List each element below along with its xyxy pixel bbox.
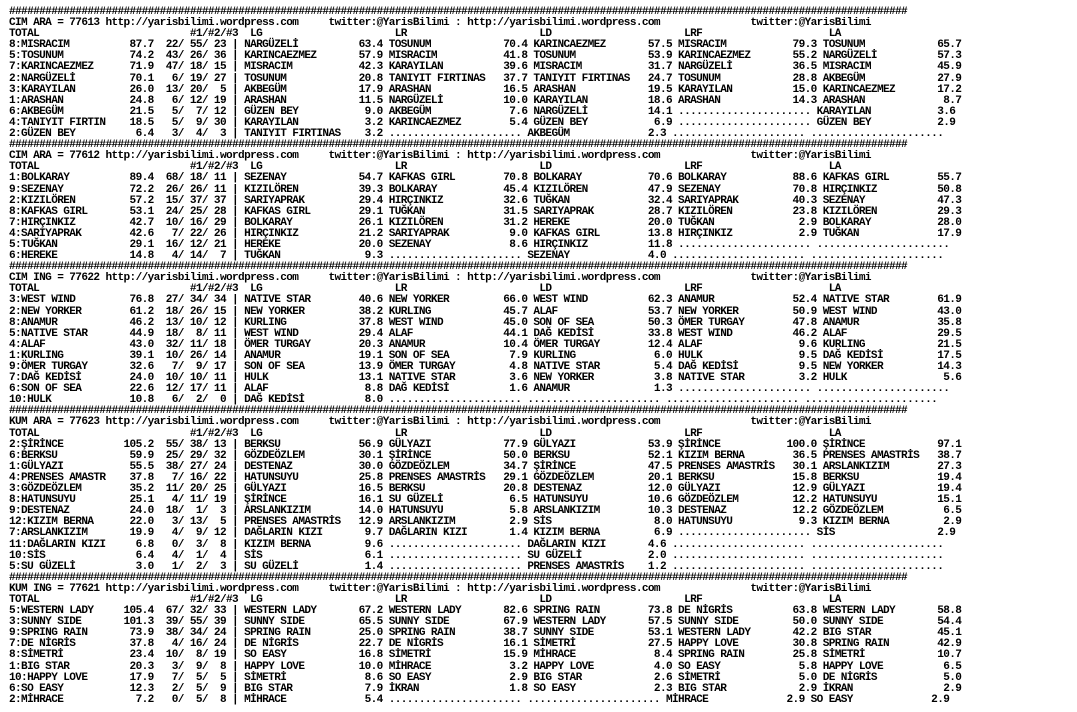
horse-row: 3:WEST WIND 76.8 27/ 34/ 34 | NATIVE STAR 40.6 NEW YORKER 66.0 WEST WIND 62.3 ANAMUR 52.4 NATIVE STAR 61.9 (9, 294, 962, 307)
horse-row: 7:DE NİGRİS 37.8 4/ 16/ 24 | DE NİGRİS 22.7 DE NİGRİS 16.1 SİMETRİ 27.5 HAPPY LOVE 30.8 SPRING RAIN 42.9 (9, 638, 962, 651)
horse-row: 10:SİS 6.4 4/ 1/ 4 | SİS 6.1 ...................... SU GÜZELİ 2.0 ...................... ...................... (9, 549, 944, 562)
horse-row: 6:AKBEGÜM 21.5 5/ 7/ 12 | GÜZEN BEY 9.0 AKBEGÜM 7.6 NARGÜZELİ 14.1 ...................... KARAYILAN 3.6 (9, 105, 956, 118)
horse-row: 6:SO EASY 12.3 2/ 5/ 9 | BIG STAR 7.9 İKRAN 1.8 SO EASY 2.3 BIG STAR 2.9 İKRAN 2.9 (9, 682, 962, 695)
horse-row: 7:ARSLANKIZIM 19.9 4/ 9/ 12 | DAĞLARIN KIZI 9.7 DAĞLARIN KIZI 1.4 KIZIM BERNA 6.9 ...................... SİS 2.9 (9, 527, 956, 540)
race-header: CIM ARA = 77612 http://yarisbilimi.wordpress.com twitter:@YarisBilimi : http://yarisbilimi.wordpress.com twitter:@YarisBilimi (9, 150, 871, 163)
horse-row: 5:NATIVE STAR 44.9 18/ 8/ 11 | WEST WIND 29.4 ALAF 44.1 DAĞ KEDİSİ 33.8 WEST WIND 46.2 ALAF 29.5 (9, 327, 962, 340)
horse-row: 5:WESTERN LADY 105.4 67/ 32/ 33 | WESTERN LADY 67.2 WESTERN LADY 82.6 SPRING RAIN 73.8 DE NİGRİS 63.8 WESTERN LADY 58.8 (9, 605, 962, 618)
horse-row: 1:BIG STAR 20.3 3/ 9/ 8 | HAPPY LOVE 10.0 MİHRACE 3.2 HAPPY LOVE 4.0 SO EASY 5.8 HAPPY LOVE 6.5 (9, 660, 962, 673)
horse-row: 8:MISRACIM 87.7 22/ 55/ 23 | NARGÜZELİ 63.4 TOSUNUM 70.4 KARINCAEZMEZ 57.5 MISRACIM 79.3 TOSUNUM 65.7 (9, 39, 962, 52)
horse-row: 9:SEZENAY 72.2 26/ 26/ 11 | KIZILÖREN 39.3 BOLKARAY 45.4 KIZILÖREN 47.9 SEZENAY 70.8 HIRÇINKIZ 50.8 (9, 183, 962, 196)
horse-row: 1:BOLKARAY 89.4 68/ 18/ 11 | SEZENAY 54.7 KAFKAS GIRL 70.8 BOLKARAY 70.6 BOLKARAY 88.6 KAFKAS GIRL 55.7 (9, 172, 962, 185)
horse-row: 2:MİHRACE 7.2 0/ 5/ 8 | MİHRACE 5.4 ...................... ...................... MİHRACE 2.9 SO EASY 2.9 (9, 693, 950, 706)
horse-row: 8:HATUNSUYU 25.1 4/ 11/ 19 | ŞİRİNCE 16.1 SU GÜZELİ 6.5 HATUNSUYU 10.6 GÖZDEÖZLEM 12.2 HATUNSUYU 15.1 (9, 494, 962, 507)
horse-row: 5:TOSUNUM 74.2 43/ 26/ 36 | KARINCAEZMEZ 57.9 MISRACIM 41.8 TOSUNUM 53.9 KARINCAEZMEZ 55.2 NARGÜZELİ 57.3 (9, 50, 962, 63)
horse-row: 9:DESTENAZ 24.0 18/ 1/ 3 | ARSLANKIZIM 14.0 HATUNSUYU 5.8 ARSLANKIZIM 10.3 DESTENAZ 12.2 GÖZDEÖZLEM 6.5 (9, 505, 962, 518)
horse-row: 2:GÜZEN BEY 6.4 3/ 4/ 3 | TANIYIT FIRTINAS 3.2 ...................... AKBEGÜM 2.3 ...................... ...................... (9, 128, 944, 141)
horse-row: 6:BERKSU 59.9 25/ 29/ 32 | GÖZDEÖZLEM 30.1 ŞİRİNCE 50.0 BERKSU 52.1 KIZIM BERNA 36.5 PRENSES AMASTRİS 38.7 (9, 449, 962, 462)
horse-row: 7:HIRÇINKIZ 42.7 10/ 16/ 29 | BOLKARAY 26.1 KIZILÖREN 31.2 HEREKE 20.0 TUĞKAN 2.9 BOLKARAY 28.0 (9, 216, 962, 229)
horse-row: 4:PRENSES AMASTR 37.8 7/ 16/ 22 | HATUNSUYU 25.8 PRENSES AMASTRİS 29.1 GÖZDEÖZLEM 20.1 BERKSU 15.8 BERKSU 19.4 (9, 471, 962, 484)
horse-row: 8:KAFKAS GIRL 53.1 24/ 25/ 28 | KAFKAS GIRL 29.1 TUĞKAN 31.5 SARIYAPRAK 28.7 KIZILÖREN 23.8 KIZILÖREN 29.3 (9, 205, 962, 218)
column-header: TOTAL #1/#2/#3 LG LR LD LRF LA (9, 161, 841, 174)
horse-row: 1:ARASHAN 24.8 6/ 12/ 19 | ARASHAN 11.5 NARGÜZELİ 10.0 KARAYILAN 18.6 ARASHAN 14.3 ARASHAN 8.7 (9, 94, 962, 107)
race-header: KUM ING = 77621 http://yarisbilimi.wordpress.com twitter:@YarisBilimi : http://yarisbilimi.wordpress.com twitter:@YarisBilimi (9, 582, 871, 595)
horse-row: 9:SPRING RAIN 73.9 38/ 34/ 24 | SPRING RAIN 25.0 SPRING RAIN 38.7 SUNNY SIDE 53.1 WESTERN LADY 42.2 BIG STAR 45.1 (9, 627, 962, 640)
horse-row: 2:NEW YORKER 61.2 18/ 26/ 15 | NEW YORKER 38.2 KURLING 45.7 ALAF 53.7 NEW YORKER 50.9 WEST WIND 43.0 (9, 305, 962, 318)
horse-row: 5:TUĞKAN 29.1 16/ 12/ 21 | HEREKE 20.0 SEZENAY 8.6 HIRÇINKIZ 11.8 ...................... ...................... (9, 238, 950, 251)
horse-row: 1:GÜLYAZI 55.5 38/ 27/ 24 | DESTENAZ 30.0 GÖZDEÖZLEM 34.7 ŞİRİNCE 47.5 PRENSES AMASTRİS 30.1 ARSLANKIZIM 27.3 (9, 460, 962, 473)
race-header: KUM ARA = 77623 http://yarisbilimi.wordpress.com twitter:@YarisBilimi : http://yarisbilimi.wordpress.com twitter:@YarisBilimi (9, 416, 871, 429)
horse-row: 8:SİMETRİ 23.4 10/ 8/ 19 | SO EASY 16.8 SİMETRİ 15.9 MİHRACE 8.4 SPRING RAIN 25.8 SİMETRİ 10.7 (9, 649, 962, 662)
horse-row: 2:NARGÜZELİ 70.1 6/ 19/ 27 | TOSUNUM 20.8 TANIYIT FIRTINAS 37.7 TANIYIT FIRTINAS 24.7 TOSUNUM 28.8 AKBEGÜM 27.9 (9, 72, 962, 85)
horse-row: 9:ÖMER TURGAY 32.6 7/ 9/ 17 | SON OF SEA 13.9 ÖMER TURGAY 4.8 NATIVE STAR 5.4 DAĞ KEDİSİ 9.5 NEW YORKER 14.3 (9, 361, 962, 373)
horse-row: 4:TANIYIT FIRTIN 18.5 5/ 9/ 30 | KARAYILAN 3.2 KARINCAEZMEZ 5.4 GÜZEN BEY 6.9 ...................... GÜZEN BEY 2.9 (9, 116, 956, 129)
horse-row: 10:HULK 10.8 6/ 2/ 0 | DAĞ KEDİSİ 8.0 ...................... ...................... ...................... ...................... (9, 394, 938, 407)
column-header: TOTAL #1/#2/#3 LG LR LD LRF LA (9, 28, 841, 41)
horse-row: 12:KIZIM BERNA 22.0 3/ 13/ 5 | PRENSES AMASTRİS 12.9 ARSLANKIZIM 2.9 SİS 8.0 HATUNSUYU 9.3 KIZIM BERNA 2.9 (9, 516, 962, 529)
horse-row: 4:SARIYAPRAK 42.6 7/ 22/ 26 | HIRÇINKIZ 21.2 SARIYAPRAK 9.0 KAFKAS GIRL 13.8 HIRÇINKIZ 2.9 TUĞKAN 17.9 (9, 227, 962, 240)
separator-line: ##################################################################################################################################################### (9, 571, 908, 584)
horse-row: 7:DAĞ KEDİSİ 24.0 10/ 10/ 11 | HULK 13.1 NATIVE STAR 3.6 NEW YORKER 3.8 NATIVE STAR 3.2 HULK 5.6 (9, 372, 962, 385)
horse-row: 7:KARINCAEZMEZ 71.9 47/ 18/ 15 | MISRACIM 42.3 KARAYILAN 39.6 MISRACIM 31.7 NARGÜZELİ 36.5 MISRACIM 45.9 (9, 61, 962, 74)
race-results-sheet (9, 7, 961, 706)
horse-row: 8:ANAMUR 46.2 13/ 10/ 12 | KURLING 37.8 WEST WIND 45.0 SON OF SEA 50.3 ÖMER TURGAY 47.8 ANAMUR 35.8 (9, 316, 962, 329)
separator-line: ##################################################################################################################################################### (9, 139, 908, 152)
column-header: TOTAL #1/#2/#3 LG LR LD LRF LA (9, 593, 841, 606)
horse-row: 4:ALAF 43.0 32/ 11/ 18 | ÖMER TURGAY 20.3 ANAMUR 10.4 ÖMER TURGAY 12.4 ALAF 9.6 KURLING 21.5 (9, 338, 962, 351)
horse-row: 1:KURLING 39.1 10/ 26/ 14 | ANAMUR 19.1 SON OF SEA 7.9 KURLING 6.0 HULK 9.5 DAĞ KEDİSİ 17.5 (9, 349, 962, 362)
horse-row: 3:SUNNY SIDE 101.3 39/ 55/ 39 | SUNNY SIDE 65.5 SUNNY SIDE 67.9 WESTERN LADY 57.5 SUNNY SIDE 50.0 SUNNY SIDE 54.4 (9, 616, 962, 629)
horse-row: 6:HEREKE 14.8 4/ 14/ 7 | TUĞKAN 9.3 ...................... SEZENAY 4.0 ...................... ...................... (9, 250, 944, 263)
column-header: TOTAL #1/#2/#3 LG LR LD LRF LA (9, 427, 841, 440)
column-header: TOTAL #1/#2/#3 LG LR LD LRF LA (9, 283, 841, 296)
separator-line: ##################################################################################################################################################### (9, 261, 908, 274)
race-header: CIM ARA = 77613 http://yarisbilimi.wordpress.com twitter:@YarisBilimi : http://yarisbilimi.wordpress.com twitter:@YarisBilimi (9, 17, 871, 30)
horse-row: 10:HAPPY LOVE 17.9 7/ 5/ 5 | SİMETRİ 8.6 SO EASY 2.9 BIG STAR 2.6 SİMETRİ 5.0 DE NİGRİS 5.0 (9, 671, 962, 684)
horse-row: 2:KIZILÖREN 57.2 15/ 37/ 37 | SARIYAPRAK 29.4 HIRÇINKIZ 32.6 TUĞKAN 32.4 SARIYAPRAK 40.3 SEZENAY 47.3 (9, 194, 962, 207)
horse-row: 5:SU GÜZELİ 3.0 1/ 2/ 3 | SU GÜZELİ 1.4 ...................... PRENSES AMASTRİS 1.2 ...................... ...................... (9, 560, 944, 573)
separator-line: ##################################################################################################################################################### (9, 405, 908, 418)
horse-row: 3:GÖZDEÖZLEM 35.2 11/ 20/ 25 | GÜLYAZI 16.5 BERKSU 20.8 DESTENAZ 12.0 GÜLYAZI 12.9 GÜLYAZI 19.4 (9, 483, 962, 496)
race-header: CIM ING = 77622 http://yarisbilimi.wordpress.com twitter:@YarisBilimi : http://yarisbilimi.wordpress.com twitter:@YarisBilimi (9, 272, 871, 285)
separator-line: ##################################################################################################################################################### (9, 6, 908, 18)
horse-row: 3:KARAYILAN 26.0 13/ 20/ 5 | AKBEGÜM 17.9 ARASHAN 16.5 ARASHAN 19.5 KARAYILAN 15.0 KARINCAEZMEZ 17.2 (9, 83, 962, 96)
horse-row: 6:SON OF SEA 22.6 12/ 17/ 11 | ALAF 8.8 DAĞ KEDİSİ 1.6 ANAMUR 1.3 ...................... ...................... (9, 383, 950, 396)
horse-row: 11:DAĞLARIN KIZI 6.8 0/ 3/ 8 | KIZIM BERNA 9.6 ...................... DAĞLARIN KIZI 4.6 ...................... ...................... (9, 538, 944, 551)
horse-row: 2:ŞİRİNCE 105.2 55/ 38/ 13 | BERKSU 56.9 GÜLYAZI 77.9 GÜLYAZI 53.9 ŞİRİNCE 100.0 ŞİRİNCE 97.1 (9, 438, 962, 451)
